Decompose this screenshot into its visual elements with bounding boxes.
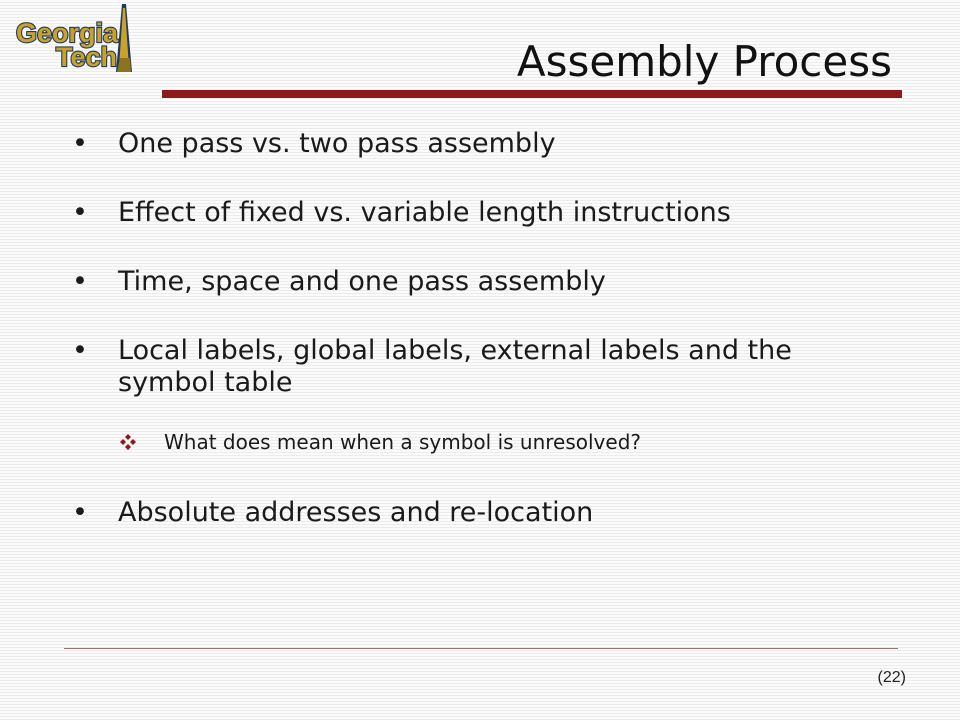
bullet-text: Absolute addresses and re-location <box>118 497 594 528</box>
bullet-text: Local labels, global labels, external labels and the symbol table <box>118 335 792 398</box>
bullet-item <box>70 335 858 399</box>
tech-tower-icon <box>116 4 132 72</box>
bullet-icon: • <box>72 497 88 528</box>
bullet-text: Time, space and one pass assembly <box>118 266 606 297</box>
bullet-icon: • <box>72 335 88 366</box>
bullet-text: Effect of fixed vs. variable length instructions <box>118 197 731 228</box>
bullet-item <box>70 197 890 229</box>
title-underline <box>162 90 902 98</box>
bullet-list <box>70 128 890 529</box>
sub-bullet-text: What does mean when a symbol is unresolved? <box>164 430 642 454</box>
bullet-item <box>70 266 890 298</box>
bullet-item <box>70 497 890 529</box>
sub-bullet-item <box>70 429 890 455</box>
bullet-item <box>70 128 890 160</box>
bullet-icon: • <box>72 266 88 297</box>
bullet-text: One pass vs. two pass assembly <box>118 128 556 159</box>
slide-title: Assembly Process <box>516 37 892 86</box>
bullet-icon: • <box>72 128 88 159</box>
bullet-icon: • <box>72 197 88 228</box>
page-number: (22) <box>877 669 906 686</box>
four-diamond-icon <box>119 433 137 451</box>
georgia-tech-logo <box>10 2 142 78</box>
footer-divider <box>64 648 898 649</box>
svg-text:Tech: Tech <box>56 42 118 72</box>
svg-text:Georgia: Georgia <box>16 18 119 48</box>
